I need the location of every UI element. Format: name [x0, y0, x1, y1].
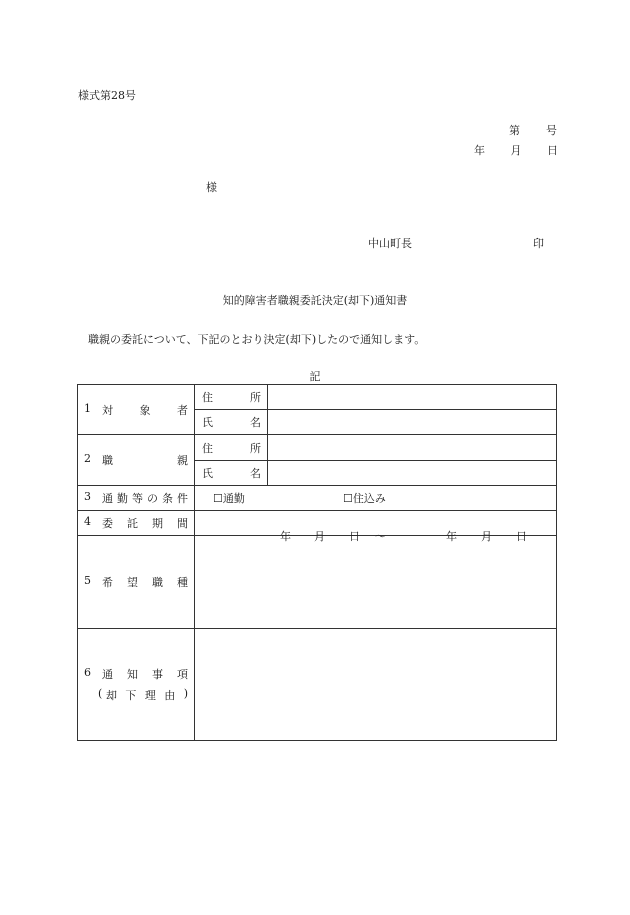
row6-label-char: 知: [127, 668, 138, 681]
row3-label-char: 勤: [117, 492, 128, 505]
row3-label-char: 件: [177, 492, 188, 505]
row6-sub-label-char: 却: [106, 689, 117, 702]
sub-label-char: 名: [250, 467, 261, 480]
row6-sub-label-char: 由: [164, 689, 176, 702]
sub-label-char: 住: [202, 441, 213, 455]
row6-label-cell: [78, 629, 195, 741]
sub-label-char: 住: [202, 391, 213, 404]
row3-label-char: 等: [132, 492, 143, 505]
row4-period-field[interactable]: [195, 511, 557, 543]
period-end-month: 月: [481, 530, 492, 543]
row2-number: 2: [84, 452, 91, 465]
row4-label-char: 間: [177, 517, 188, 530]
sub-label-char: 氏: [202, 467, 213, 480]
row4-number: 4: [84, 515, 91, 528]
row2-address-field[interactable]: [268, 435, 557, 461]
sub-label-char: 所: [250, 441, 261, 455]
row1-name-field[interactable]: [268, 410, 557, 435]
row1-name-label: [195, 410, 268, 435]
row1-label-char: 象: [139, 403, 151, 417]
row4-label-char: 期: [152, 517, 163, 530]
row6-sub-label-char: 理: [144, 689, 156, 702]
period-end-day: 日: [516, 530, 527, 543]
row5-label-char: 希: [102, 576, 113, 589]
row3-condition-options: [195, 486, 557, 511]
row3-label-char: の: [147, 492, 158, 505]
row1-number: 1: [84, 401, 91, 415]
sub-label-char: 氏: [202, 416, 213, 429]
sub-label-char: 名: [250, 416, 261, 429]
ki-heading: 記: [309, 370, 321, 383]
row6-label-char: 項: [177, 668, 188, 681]
period-start-year: 年: [280, 530, 291, 543]
row5-label-cell: [78, 536, 195, 629]
row5-label-char: 職: [152, 576, 163, 589]
date-month: 月: [510, 144, 522, 157]
row3-label-char: 条: [162, 492, 173, 505]
row6-label-char: 通: [102, 668, 113, 681]
row6-notice-field[interactable]: [195, 629, 557, 741]
row1-label-char: 対: [102, 403, 113, 417]
row2-name-label: [195, 461, 268, 486]
notification-form-table: [77, 384, 557, 741]
doc-no-prefix: 第: [509, 124, 520, 137]
row4-label-char: 委: [102, 517, 113, 530]
form-number: 様式第28号: [78, 89, 136, 102]
sub-label-char: 所: [250, 391, 261, 404]
row5-label-char: 望: [127, 576, 138, 589]
row1-label-cell: [78, 385, 195, 435]
commute-checkbox[interactable]: ☐通勤: [213, 492, 245, 505]
period-end-year: 年: [446, 530, 457, 543]
row2-label-char: 職: [102, 454, 113, 467]
row2-address-label: [195, 435, 268, 461]
date-day: 日: [547, 144, 558, 157]
doc-no-suffix: 号: [546, 124, 557, 137]
document-number-line: [509, 122, 557, 138]
row6-number: 6: [84, 666, 91, 679]
date-line: [474, 142, 558, 158]
row5-label-char: 種: [177, 576, 188, 589]
period-tilde: 〜: [375, 530, 386, 543]
row4-label-char: 託: [127, 517, 138, 530]
period-start-month: 月: [314, 530, 325, 543]
document-title: 知的障害者職親委託決定(却下)通知書: [222, 294, 408, 307]
row2-label-char: 親: [177, 454, 188, 467]
seal-mark: 印: [533, 237, 544, 250]
period-start-day: 日: [349, 530, 360, 543]
sender-name: 中山町長: [368, 237, 412, 250]
row3-label-cell: [78, 486, 195, 511]
row5-desired-job-field[interactable]: [195, 536, 557, 629]
row1-address-field[interactable]: [268, 385, 557, 410]
row6-sub-label-char: 下: [125, 689, 137, 702]
row6-label-char: 事: [152, 668, 163, 681]
row6-open-paren: (: [98, 687, 103, 700]
live-in-checkbox[interactable]: ☐住込み: [343, 492, 386, 505]
body-text: 職親の委託について、下記のとおり決定(却下)したので通知します。: [88, 333, 426, 346]
row2-label-cell: [78, 435, 195, 486]
row3-number: 3: [84, 490, 91, 503]
row1-address-label: [195, 385, 268, 410]
date-year: 年: [474, 144, 485, 157]
row5-number: 5: [84, 574, 91, 587]
row2-name-field[interactable]: [268, 461, 557, 486]
row4-label-cell: [78, 511, 195, 536]
row3-label-char: 通: [102, 492, 113, 505]
row1-label-char: 者: [177, 403, 188, 417]
addressee: 様: [206, 181, 217, 194]
row6-close-paren: ): [183, 687, 188, 700]
